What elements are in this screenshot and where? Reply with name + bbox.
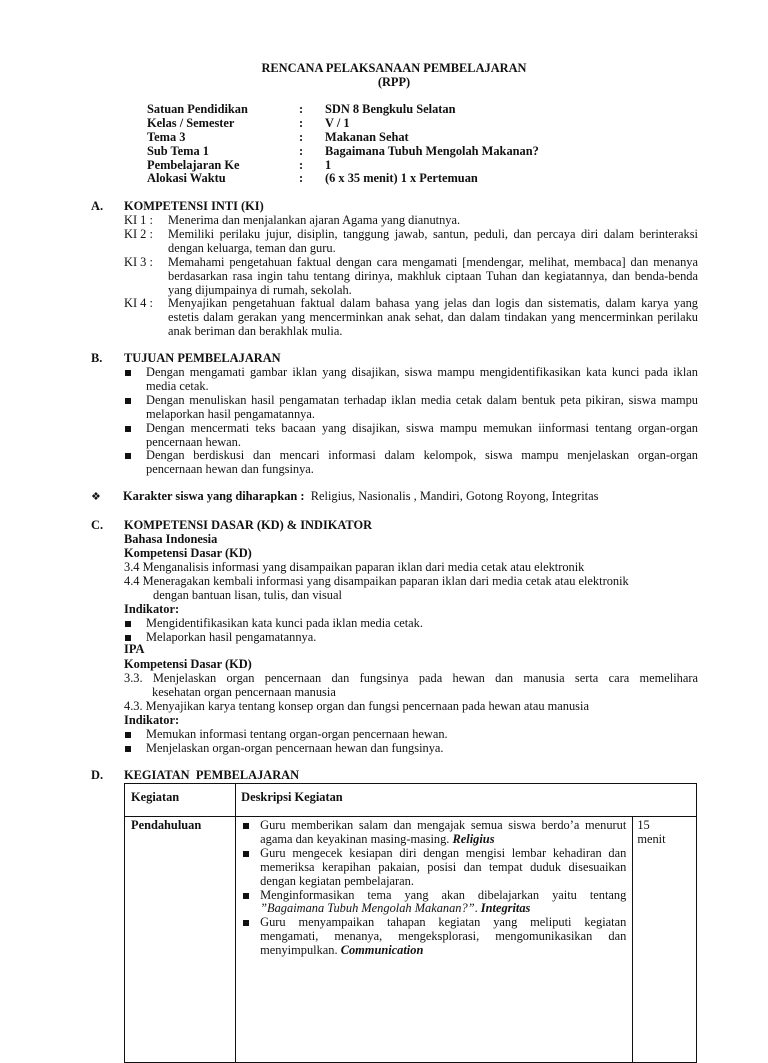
ki-text: Memahami pengetahuan faktual dengan cara mengamati [mendengar, melihat, membaca] dan menanya berdasarkan rasa ingin tahu tentang dirinya, makhluk ciptaan Tuhan dan kegiatannya, dan benda-benda yang dijumpainya di rumah, sekolah.: [168, 255, 698, 297]
identity-row: [147, 172, 539, 186]
square-bullet-icon: [243, 893, 249, 899]
identity-colon: :: [299, 102, 304, 116]
list-item: [124, 617, 698, 631]
identity-row: [147, 159, 539, 173]
square-bullet-icon: [243, 920, 249, 926]
list-item-text: Memukan informasi tentang organ-organ pencernaan hewan.: [146, 727, 448, 741]
list-item-text: Menjelaskan organ-organ pencernaan hewan dan fungsinya.: [146, 740, 444, 755]
identity-value: SDN 8 Bengkulu Selatan: [325, 102, 456, 116]
indikator-label: Indikator:: [124, 713, 180, 727]
tujuan-list: [124, 366, 698, 477]
theme-quote: ”Bagaimana Tubuh Mengolah Makanan?”: [260, 901, 475, 916]
document-subtitle: (RPP): [377, 75, 411, 89]
indikator-list: [124, 728, 698, 756]
ki-text: Menyajikan pengetahuan faktual dalam bahasa yang jelas dan logis dan sistematis, dalam karya yang estetis dalam gerakan yang mencerminkan anak sehat, dan dalam tindakan yang mencerminkan perilaku anak beriman dan berakhlak mulia.: [168, 296, 698, 338]
kd-text: 3.3. Menjelaskan organ pencernaan dan fungsinya pada hewan dan manusia serta cara memelihara: [124, 671, 698, 685]
square-bullet-icon: [125, 746, 131, 752]
kd-item: [124, 672, 698, 700]
karakter-line: [91, 490, 598, 505]
identity-table: [147, 103, 539, 186]
waktu-unit: menit: [637, 831, 666, 846]
list-item-text: Dengan mencermati teks bacaan yang disajikan, siswa mampu memukan iinformasi tentang organ-organ pencernaan hewan.: [146, 420, 698, 449]
identity-row: [147, 131, 539, 145]
list-item-text: Guru menyampaikan tahapan kegiatan yang meliputi kegiatan mengamati, menanya, mengeksplorasi, mengomunikasikan dan menyimpulkan.: [260, 915, 627, 958]
ki-text: Memiliki perilaku jujur, disiplin, tanggung jawab, santun, peduli, dan percaya diri dalam berinteraksi dengan keluarga, teman dan guru.: [168, 227, 698, 255]
identity-colon: :: [299, 157, 304, 172]
list-item-text: Menginformasikan tema yang akan dibelajarkan yaitu tentang: [260, 887, 627, 902]
waktu-number: 15: [637, 818, 650, 832]
section-title-tujuan: TUJUAN PEMBELAJARAN: [124, 351, 281, 365]
identity-label: Alokasi Waktu: [147, 171, 226, 186]
character-tag: Communication: [340, 943, 424, 958]
square-bullet-icon: [243, 851, 249, 857]
kd-item: 4.3. Menyajikan karya tentang konsep organ dan fungsi pencernaan pada hewan atau manusia: [124, 699, 589, 713]
ki-item: [124, 256, 698, 298]
identity-label: Satuan Pendidikan: [147, 102, 248, 116]
section-title-kd: KOMPETENSI DASAR (KD) & INDIKATOR: [124, 518, 373, 532]
list-item-text: Mengidentifikasikan kata kunci pada iklan media cetak.: [146, 616, 423, 630]
kd-text-cont: kesehatan organ pencernaan manusia: [152, 684, 336, 699]
table-header-row: [125, 784, 697, 817]
list-item: [124, 394, 698, 422]
list-item: [124, 449, 698, 477]
section-title-ki: KOMPETENSI INTI (KI): [124, 199, 264, 213]
square-bullet-icon: [125, 398, 131, 404]
identity-label: Kelas / Semester: [147, 115, 235, 130]
indikator-label: Indikator:: [124, 602, 180, 616]
ki-code: KI 2 :: [124, 227, 153, 241]
ki-code: KI 1 :: [124, 213, 153, 227]
section-title-kegiatan: KEGIATAN PEMBELAJARAN: [124, 768, 300, 782]
list-item: [124, 422, 698, 450]
identity-label: Tema 3: [147, 129, 186, 144]
ki-code: KI 3 :: [124, 255, 153, 269]
document-title: RENCANA PELAKSANAAN PEMBELAJARAN: [261, 61, 527, 75]
list-item: [241, 819, 626, 847]
diamond-bullet-icon: ❖: [91, 491, 101, 503]
square-bullet-icon: [125, 453, 131, 459]
list-item-text: Dengan mengamati gambar iklan yang disajikan, siswa mampu mengidentifikasikan kata kunci pada iklan media cetak.: [146, 365, 698, 393]
kd-item: 3.4 Menganalisis informasi yang disampaikan paparan iklan dari media cetak atau elektronik: [124, 560, 585, 574]
ki-item: [124, 297, 698, 339]
character-tag: Religius: [452, 831, 495, 846]
section-letter: A.: [91, 199, 104, 213]
kegiatan-table: [124, 783, 697, 1063]
ki-item: [124, 228, 698, 256]
table-row: [125, 817, 697, 1063]
subject-ipa: IPA: [124, 642, 145, 656]
list-item-text: Guru memberikan salam dan mengajak semua siswa berdo’a menurut agama dan keyakinan masing-masing.: [260, 818, 627, 846]
square-bullet-icon: [125, 426, 131, 432]
list-item-text: Guru mengecek kesiapan diri dengan mengisi lembar kehadiran dan memeriksa kerapihan pakaian, posisi dan tempat duduk disesuaikan dengan kegiatan pembelajaran.: [260, 845, 627, 888]
list-item-text: Melaporkan hasil pengamatannya.: [146, 629, 317, 644]
cell-waktu: [633, 817, 697, 1063]
header-kegiatan: Kegiatan: [125, 784, 236, 817]
kd-item-cont: dengan bantuan lisan, tulis, dan visual: [153, 588, 342, 602]
identity-value: Makanan Sehat: [325, 129, 409, 144]
identity-row: [147, 145, 539, 159]
identity-colon: :: [299, 115, 304, 130]
kd-label: Kompetensi Dasar (KD): [124, 657, 252, 671]
identity-label: Pembelajaran Ke: [147, 157, 240, 172]
ki-text: Menerima dan menjalankan ajaran Agama yang dianutnya.: [168, 213, 461, 227]
identity-value: V / 1: [325, 115, 350, 130]
kd-item: 4.4 Meneragakan kembali informasi yang disampaikan paparan iklan dari media cetak atau elektronik: [124, 574, 629, 588]
cell-deskripsi: [236, 817, 633, 1063]
square-bullet-icon: [125, 370, 131, 376]
list-item: [241, 847, 626, 889]
square-bullet-icon: [125, 732, 131, 738]
kd-label: Kompetensi Dasar (KD): [124, 546, 252, 560]
section-letter: D.: [91, 768, 104, 782]
list-item-text: Dengan berdiskusi dan mencari informasi dalam kelompok, siswa mampu menjelaskan organ-organ pencernaan hewan dan fungsinya.: [146, 448, 698, 477]
ki-item: [124, 214, 698, 228]
square-bullet-icon: [243, 823, 249, 829]
section-letter: B.: [91, 351, 103, 365]
indikator-list: [124, 617, 698, 645]
list-item-text: Dengan menuliskan hasil pengamatan terhadap iklan media cetak dalam bentuk peta pikiran, siswa mampu melaporkan hasil pengamatannya.: [146, 392, 698, 421]
identity-value: (6 x 35 menit) 1 x Pertemuan: [325, 171, 478, 186]
header-deskripsi: Deskripsi Kegiatan: [236, 784, 697, 817]
square-bullet-icon: [125, 635, 131, 641]
cell-kegiatan: Pendahuluan: [125, 817, 236, 1063]
list-item: [124, 366, 698, 394]
list-item: [124, 742, 698, 756]
list-item: Menginformasikan tema yang akan dibelajarkan yaitu tentang ”Bagaimana Tubuh Mengolah Makanan?”. Integritas: [241, 889, 626, 917]
list-item: [124, 728, 698, 742]
ki-code: KI 4 :: [124, 296, 153, 310]
identity-colon: :: [299, 171, 304, 186]
subject-bahasa: Bahasa Indonesia: [124, 532, 218, 546]
identity-value: 1: [325, 157, 332, 172]
section-letter: C.: [91, 518, 104, 532]
karakter-label: Karakter siswa yang diharapkan :: [123, 489, 305, 503]
identity-row: [147, 117, 539, 131]
square-bullet-icon: [125, 621, 131, 627]
identity-colon: :: [299, 129, 304, 144]
karakter-value: Religius, Nasionalis , Mandiri, Gotong Royong, Integritas: [310, 489, 599, 503]
identity-value: Bagaimana Tubuh Mengolah Makanan?: [325, 143, 539, 158]
list-item: [241, 916, 626, 958]
identity-label: Sub Tema 1: [147, 143, 209, 158]
identity-colon: :: [299, 143, 304, 158]
identity-row: [147, 103, 539, 117]
character-tag: Integritas: [480, 901, 531, 916]
